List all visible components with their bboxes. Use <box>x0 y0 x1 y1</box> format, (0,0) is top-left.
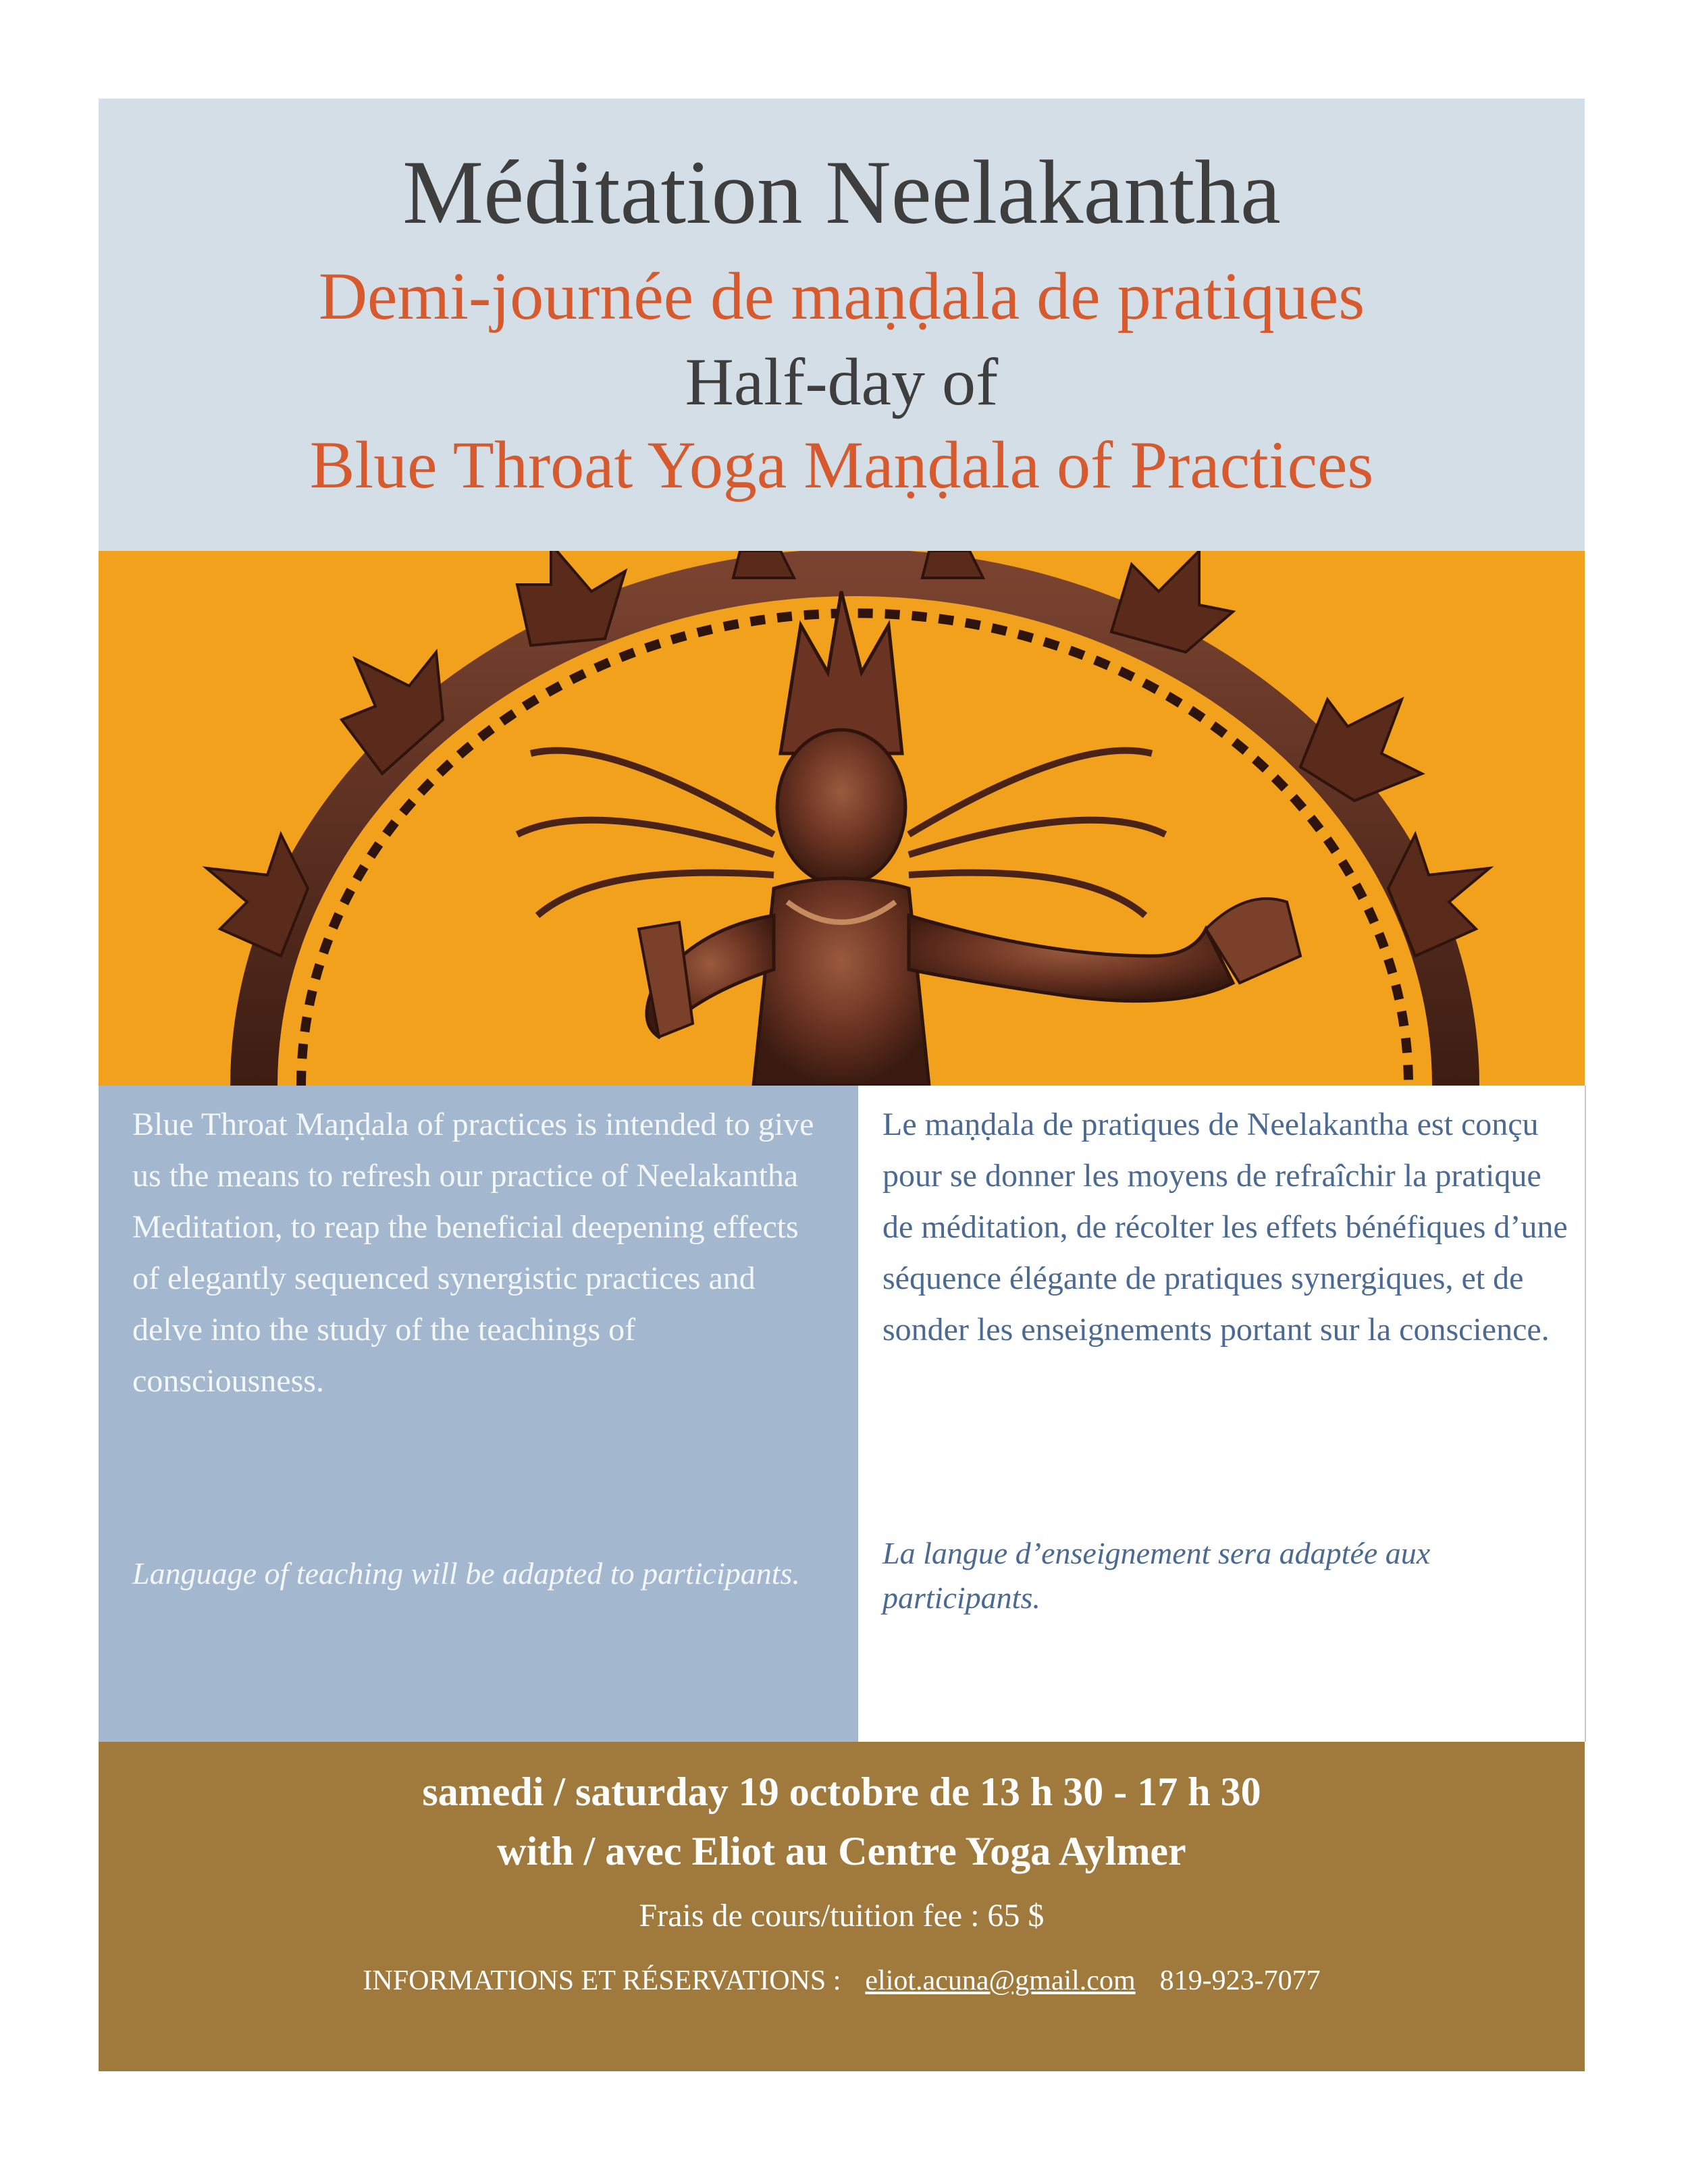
email-link[interactable]: eliot.acuna@gmail.com <box>865 1965 1136 1996</box>
english-description: Blue Throat Maṇḍala of practices is intended to give us the means to refresh our practice of Neelakantha Meditation, to reap the beneficial deepening effects of elegantly sequenced synergistic practices and delve into the study of the teachings of consciousness. <box>132 1107 814 1399</box>
contact-line <box>99 1965 1585 1997</box>
info-label: INFORMATIONS ET RÉSERVATIONS : <box>363 1965 841 1996</box>
nataraja-image <box>99 551 1585 1086</box>
french-language-note: La langue d’enseignement sera adaptée aux participants. <box>882 1536 1431 1615</box>
event-date: samedi / saturday 19 octobre de 13 h 30 - 17 h 30 <box>422 1769 1261 1814</box>
header-banner <box>99 99 1585 551</box>
event-instructor-location: with / avec Eliot au Centre Yoga Aylmer <box>497 1829 1186 1873</box>
english-description-column <box>99 1086 858 1742</box>
subtitle-english-line2: Blue Throat Yoga Maṇḍala of Practices <box>309 427 1374 502</box>
nataraja-statue-illustration <box>99 551 1585 1086</box>
english-language-note: Language of teaching will be adapted to participants. <box>132 1556 800 1591</box>
event-flyer <box>99 99 1585 2071</box>
french-description: Le maṇḍala de pratiques de Neelakantha est conçu pour se donner les moyens de refraîchir la pratique de méditation, de récolter les effets bénéfiques d’une séquence élégante de pratiques synergiques, et de sonder les enseignements portant sur la conscience. <box>882 1107 1568 1348</box>
phone-number: 819-923-7077 <box>1159 1965 1321 1996</box>
subtitle-french: Demi-journée de maṇḍala de pratiques <box>318 259 1365 334</box>
subtitle-english-line1: Half-day of <box>685 344 999 419</box>
event-details-footer <box>99 1742 1585 2071</box>
tuition-fee: Frais de cours/tuition fee : 65 $ <box>639 1898 1045 1934</box>
main-title: Méditation Neelakantha <box>402 142 1281 243</box>
french-description-column <box>858 1086 1586 1742</box>
